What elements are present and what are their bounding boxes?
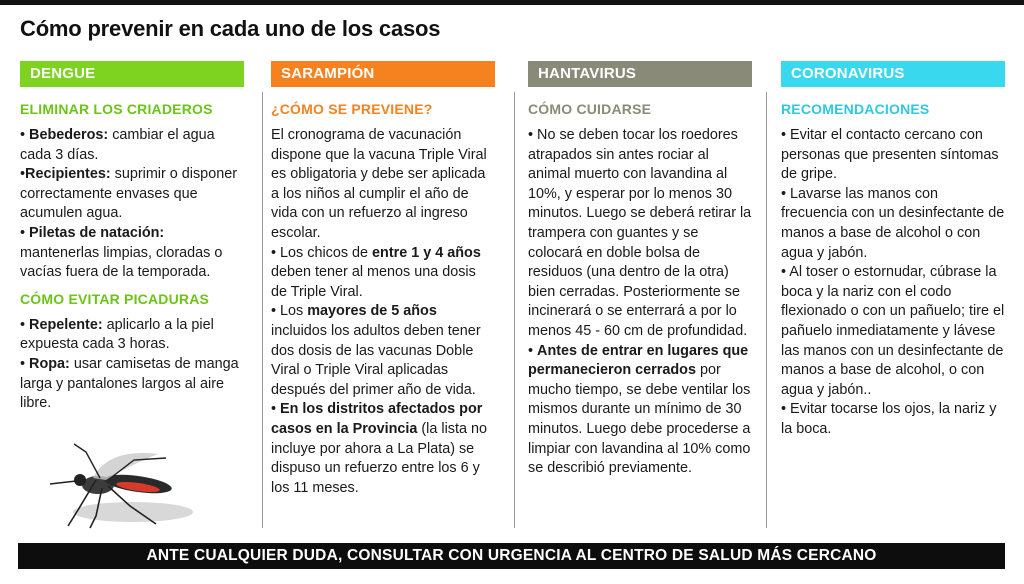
hantavirus-text <box>528 126 752 479</box>
sarampion-text <box>271 126 495 498</box>
sarampion-subheading: ¿CÓMO SE PREVIENE? <box>271 101 433 117</box>
column-divider <box>514 92 515 528</box>
dengue-column <box>20 61 244 414</box>
dengue-item-piletas: • Piletas de natación: mantenerlas limpias, cloradas o vacías fuera de la temporada. <box>20 224 223 281</box>
sarampion-column <box>271 61 495 498</box>
dengue-text-picaduras <box>20 316 244 414</box>
top-rule <box>0 0 1024 5</box>
footer-banner: ANTE CUALQUIER DUDA, CONSULTAR CON URGENCIA AL CENTRO DE SALUD MÁS CERCANO <box>18 543 1005 569</box>
hantavirus-header: HANTAVIRUS <box>528 61 752 87</box>
hantavirus-item-lugares: • Antes de entrar en lugares que permanecieron cerrados por mucho tiempo, se debe ventilar los mismos durante un mínimo de 30 minutos. Luego debe procederse a limpiar con lavandina al 10% como se describió previamente. <box>528 342 751 477</box>
coronavirus-item-contacto: • Evitar el contacto cercano con personas que presenten síntomas de gripe. <box>781 127 999 183</box>
dengue-item-bebederos: • Bebederos: cambiar el agua cada 3 días. <box>20 127 215 163</box>
hantavirus-column <box>528 61 752 479</box>
sarampion-item-mayores: • Los mayores de 5 años incluidos los adultos deben tener dos dosis de las vacunas Doble Viral o Triple Viral aplicadas después del primer año de vida. <box>271 303 481 398</box>
coronavirus-text <box>781 126 1005 440</box>
dengue-item-ropa: • Ropa: usar camisetas de manga larga y pantalones largos al aire libre. <box>20 355 239 412</box>
coronavirus-item-toser: • Al toser o estornudar, cúbrase la boca y la nariz con el codo flexionado o con un pañuelo; tire el pañuelo inmediatamente y lávese las manos con un desinfectante de manos a base de alcohol, o con agua y jabón.. <box>781 264 1005 398</box>
coronavirus-column <box>781 61 1005 440</box>
sarampion-intro: El cronograma de vacunación dispone que la vacuna Triple Viral es obligatoria y debe ser aplicada a los niños al cumplir el año de vida con un refuerzo al ingreso escolar. <box>271 127 487 241</box>
dengue-subheading-criaderos: ELIMINAR LOS CRIADEROS <box>20 101 213 117</box>
dengue-text-criaderos <box>20 126 244 283</box>
dengue-header: DENGUE <box>20 61 244 87</box>
coronavirus-header: CORONAVIRUS <box>781 61 1005 87</box>
dengue-item-repelente: • Repelente: aplicarlo a la piel expuesta cada 3 horas. <box>20 316 214 353</box>
sarampion-item-distritos: • En los distritos afectados por casos en la Provincia (la lista no incluye por ahora a La Plata) se dispuso un refuerzo entre los 6 y los 11 meses. <box>271 401 487 496</box>
column-divider <box>262 92 263 528</box>
coronavirus-item-manos: • Lavarse las manos con frecuencia con un desinfectante de manos a base de alcohol o con agua y jabón. <box>781 185 1005 261</box>
dengue-item-recipientes: •Recipientes: suprimir o disponer correctamente envases que acumulen agua. <box>20 166 237 222</box>
coronavirus-item-cara: • Evitar tocarse los ojos, la nariz y la boca. <box>781 401 997 437</box>
coronavirus-subheading: RECOMENDACIONES <box>781 101 930 117</box>
dengue-subheading-picaduras: CÓMO EVITAR PICADURAS <box>20 290 210 307</box>
page-title: Cómo prevenir en cada uno de los casos <box>20 16 441 41</box>
hantavirus-item-roedores: • No se deben tocar los roedores atrapados sin antes rociar al animal muerto con lavandina al 10%, y esperar por lo menos 30 minutos. Luego se deberá retirar la trampera con guantes y se colocará en doble bolsa de residuos (una dentro de la otra) bien cerradas. Posteriormente se incinerará o se enterrará a por lo menos 45 - 60 cm de profundidad. <box>528 127 752 339</box>
mosquito-icon <box>38 440 228 530</box>
sarampion-header: SARAMPIÓN <box>271 61 495 87</box>
sarampion-item-1-4: • Los chicos de entre 1 y 4 años deben tener al menos una dosis de Triple Viral. <box>271 244 481 300</box>
column-divider <box>766 92 767 528</box>
hantavirus-subheading: CÓMO CUIDARSE <box>528 101 652 117</box>
